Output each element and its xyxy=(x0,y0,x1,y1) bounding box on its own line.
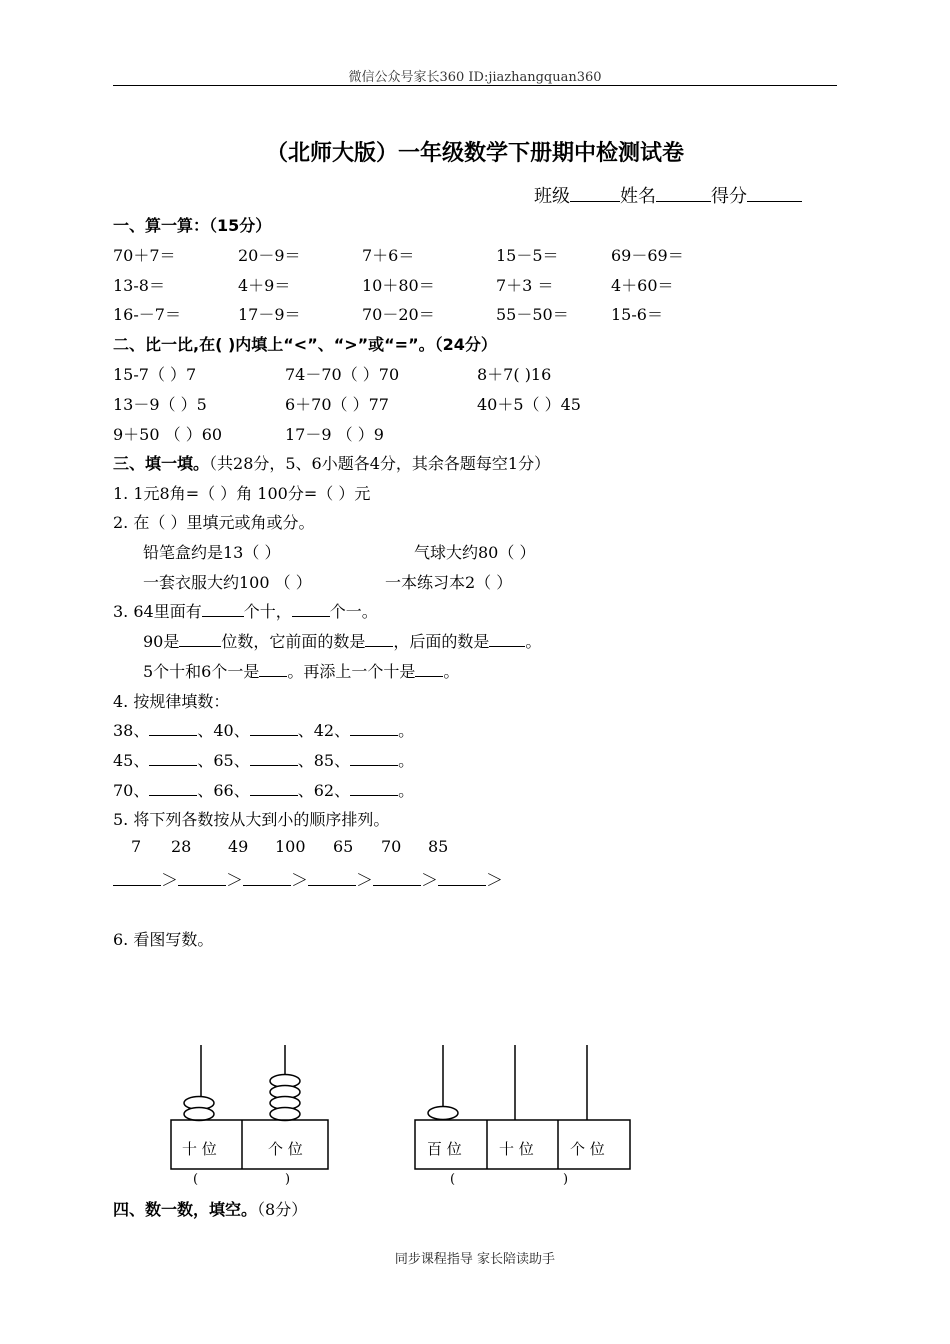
score-blank[interactable] xyxy=(747,187,802,202)
name-blank[interactable] xyxy=(656,187,711,202)
q4-text: 、42、 xyxy=(297,721,351,740)
answer-blank[interactable] xyxy=(149,751,197,766)
problem: 69－69＝ xyxy=(611,246,684,265)
greater-sign: ＞ xyxy=(226,871,243,891)
answer-blank[interactable] xyxy=(113,871,161,886)
answer-blank[interactable] xyxy=(373,871,421,886)
q4-text: 、62、 xyxy=(297,781,351,800)
q5-number: 7 xyxy=(131,837,142,856)
q3-text: ，后面的数是 xyxy=(393,632,490,651)
answer-blank[interactable] xyxy=(250,721,298,736)
answer-blank[interactable] xyxy=(350,781,398,796)
q3-text: 90是 xyxy=(143,632,180,651)
compare-problem: 13－9（ ）5 xyxy=(113,395,207,414)
student-info xyxy=(534,182,802,208)
greater-sign: ＞ xyxy=(486,871,503,891)
q3-text: 个一。 xyxy=(329,602,378,621)
compare-problem: 8＋7( )16 xyxy=(477,365,552,384)
q3-line1 xyxy=(113,599,378,622)
q3-line3 xyxy=(143,659,459,682)
q2-item: 一套衣服大约100 （ ） xyxy=(143,573,312,592)
answer-paren[interactable]: ( xyxy=(193,1172,199,1187)
q5: 5. 将下列各数按从大到小的顺序排列。 xyxy=(113,810,390,829)
place-label: 十 位 xyxy=(499,1140,534,1158)
q4-text: 70、 xyxy=(113,781,150,800)
q4-row xyxy=(113,778,414,801)
q3-text: 3. 64里面有 xyxy=(113,602,202,621)
greater-sign: ＞ xyxy=(291,871,308,891)
greater-sign: ＞ xyxy=(356,871,373,891)
name-label: 姓名 xyxy=(620,186,656,207)
answer-blank[interactable] xyxy=(179,632,221,647)
problem: 4＋9＝ xyxy=(238,276,291,295)
compare-problem: 74－70（ ）70 xyxy=(285,365,400,384)
page-header: 微信公众号家长360 ID:jiazhangquan360 xyxy=(348,70,602,85)
answer-paren[interactable]: ) xyxy=(285,1172,291,1187)
problem: 70＋7＝ xyxy=(113,246,176,265)
abacus-beads-ones xyxy=(270,1075,300,1121)
section3-title: 三、填一填。 xyxy=(113,454,210,473)
answer-blank[interactable] xyxy=(178,871,226,886)
problem: 15－5＝ xyxy=(496,246,559,265)
answer-blank[interactable] xyxy=(350,751,398,766)
compare-problem: 15-7（ ）7 xyxy=(113,365,197,384)
answer-blank[interactable] xyxy=(250,751,298,766)
compare-problem: 40＋5（ ）45 xyxy=(477,395,581,414)
answer-paren[interactable]: ( xyxy=(450,1172,456,1187)
place-label: 十 位 xyxy=(182,1140,217,1158)
q4-text: 、66、 xyxy=(197,781,250,800)
q5-number: 65 xyxy=(333,837,354,856)
answer-blank[interactable] xyxy=(365,632,393,647)
q3-text: 。再添上一个十是 xyxy=(287,662,416,681)
q4-text: 。 xyxy=(398,721,415,740)
header-rule xyxy=(113,85,837,86)
answer-paren[interactable]: ) xyxy=(563,1172,569,1187)
compare-problem: 17－9 （ ）9 xyxy=(285,425,384,444)
q3-text: 。 xyxy=(525,632,542,651)
page-footer: 同步课程指导 家长陪读助手 xyxy=(394,1252,556,1267)
class-blank[interactable] xyxy=(570,187,620,202)
q4-row xyxy=(113,748,414,771)
q4-text: 。 xyxy=(398,751,415,770)
section4-heading xyxy=(113,1197,307,1220)
q5-number: 28 xyxy=(171,837,192,856)
problem: 17－9＝ xyxy=(238,305,301,324)
q4-row xyxy=(113,718,414,741)
q5-order-line xyxy=(113,866,503,891)
q3-text: 5个十和6个一是 xyxy=(143,662,260,681)
problem: 7＋6＝ xyxy=(362,246,415,265)
abacus-hundreds-tens-ones xyxy=(410,1040,635,1190)
q6: 6. 看图写数。 xyxy=(113,930,214,949)
section3-heading xyxy=(113,451,550,474)
problem: 16-－7＝ xyxy=(113,305,181,324)
q3-line2 xyxy=(143,629,541,652)
problem: 13-8＝ xyxy=(113,276,165,295)
q2-item: 铅笔盒约是13（ ） xyxy=(143,543,281,562)
answer-blank[interactable] xyxy=(202,602,244,617)
q2: 2. 在（ ）里填元或角或分。 xyxy=(113,513,315,532)
problem: 55－50＝ xyxy=(496,305,569,324)
q4-text: 45、 xyxy=(113,751,150,770)
answer-blank[interactable] xyxy=(489,632,525,647)
abacus-bead xyxy=(428,1107,458,1120)
problem: 10＋80＝ xyxy=(362,276,435,295)
q1: 1. 1元8角=（ ）角 100分=（ ）元 xyxy=(113,484,371,503)
q4-text: 、65、 xyxy=(197,751,250,770)
place-label: 个 位 xyxy=(570,1140,605,1158)
q2-item: 气球大约80（ ） xyxy=(414,543,536,562)
compare-problem: 6＋70（ ）77 xyxy=(285,395,389,414)
answer-blank[interactable] xyxy=(350,721,398,736)
answer-blank[interactable] xyxy=(438,871,486,886)
abacus-tens-ones xyxy=(165,1040,335,1190)
q3-text: 位数，它前面的数是 xyxy=(221,632,366,651)
answer-blank[interactable] xyxy=(149,721,197,736)
q3-text: 。 xyxy=(443,662,460,681)
answer-blank[interactable] xyxy=(149,781,197,796)
q5-number: 100 xyxy=(275,837,306,856)
place-label: 个 位 xyxy=(268,1140,303,1158)
section4-note: （8分） xyxy=(257,1200,308,1219)
section2-heading: 二、比一比,在( )内填上“<”、“>”或“=”。（24分） xyxy=(113,335,497,354)
q3-text: 个十， xyxy=(243,602,292,621)
q2-item: 一本练习本2（ ） xyxy=(385,573,513,592)
q4-text: 。 xyxy=(398,781,415,800)
compare-problem: 9＋50 （ ）60 xyxy=(113,425,223,444)
q4-text: 38、 xyxy=(113,721,150,740)
section4-title: 四、数一数，填空。 xyxy=(113,1200,258,1219)
answer-blank[interactable] xyxy=(250,781,298,796)
q5-number: 85 xyxy=(428,837,449,856)
answer-blank[interactable] xyxy=(243,871,291,886)
abacus-bead xyxy=(270,1108,300,1121)
problem: 7＋3 ＝ xyxy=(496,276,554,295)
place-label: 百 位 xyxy=(427,1140,462,1158)
abacus-bead xyxy=(184,1108,214,1121)
answer-blank[interactable] xyxy=(415,662,443,677)
q4-text: 、85、 xyxy=(297,751,351,770)
problem: 70－20＝ xyxy=(362,305,435,324)
score-label: 得分 xyxy=(711,186,747,207)
class-label: 班级 xyxy=(534,186,570,207)
answer-blank[interactable] xyxy=(259,662,287,677)
section3-note: （共28分，5、6小题各4分，其余各题每空1分） xyxy=(209,454,551,473)
q5-number: 70 xyxy=(381,837,402,856)
greater-sign: ＞ xyxy=(161,871,178,891)
page-title: （北师大版）一年级数学下册期中检测试卷 xyxy=(265,141,684,166)
q4: 4. 按规律填数： xyxy=(113,692,230,711)
q4-text: 、40、 xyxy=(197,721,250,740)
greater-sign: ＞ xyxy=(421,871,438,891)
answer-blank[interactable] xyxy=(292,602,330,617)
abacus-beads-tens xyxy=(184,1097,214,1121)
q5-number: 49 xyxy=(228,837,249,856)
problem: 4＋60＝ xyxy=(611,276,674,295)
problem: 15-6＝ xyxy=(611,305,663,324)
answer-blank[interactable] xyxy=(308,871,356,886)
section1-heading: 一、算一算：（15分） xyxy=(113,216,272,235)
problem: 20－9＝ xyxy=(238,246,301,265)
